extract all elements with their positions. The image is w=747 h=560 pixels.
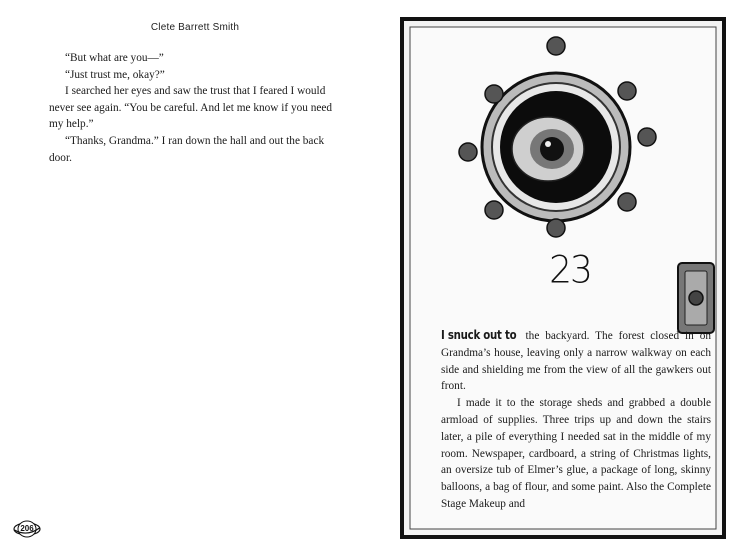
doorbell-icon: [678, 263, 714, 333]
paragraph: [441, 327, 711, 395]
paragraph: I made it to the storage sheds and grabbed a double armload of supplies. Three trips up and down the stairs later, a pile of everything I needed sat in the middle of my room. Newspaper, cardboard, a string of Christmas lights, an oversize tub of Elmer’s glue, a package of long, skinny balloons, a bag of flour, and some paint. Also the Complete Stage Makeup and: [441, 397, 711, 510]
paragraph: “Just trust me, okay?”: [65, 68, 165, 81]
chapter-number: 23: [549, 248, 591, 293]
paragraph: I searched her eyes and saw the trust that I feared I would never see again. “You be careful. And let me know if you need my help.”: [49, 85, 333, 131]
running-head: Clete Barrett Smith: [150, 22, 240, 33]
page-number: 206: [20, 524, 34, 533]
porthole-eye: [482, 73, 630, 221]
paragraph-text: the backyard. The forest closed in on Grandma’s house, leaving only a narrow walkway on each side and shielding me from the view of all the gawkers out front.: [441, 330, 711, 393]
right-page-body: [441, 327, 711, 513]
paragraph: “But what are you—”: [65, 52, 164, 64]
left-page-body: [49, 50, 337, 166]
paragraph: “Thanks, Grandma.” I ran down the hall and out the back door.: [49, 134, 325, 164]
chapter-lead-in: I snuck out to: [441, 328, 517, 342]
left-page: [0, 0, 373, 560]
page-number-badge: [12, 519, 42, 539]
